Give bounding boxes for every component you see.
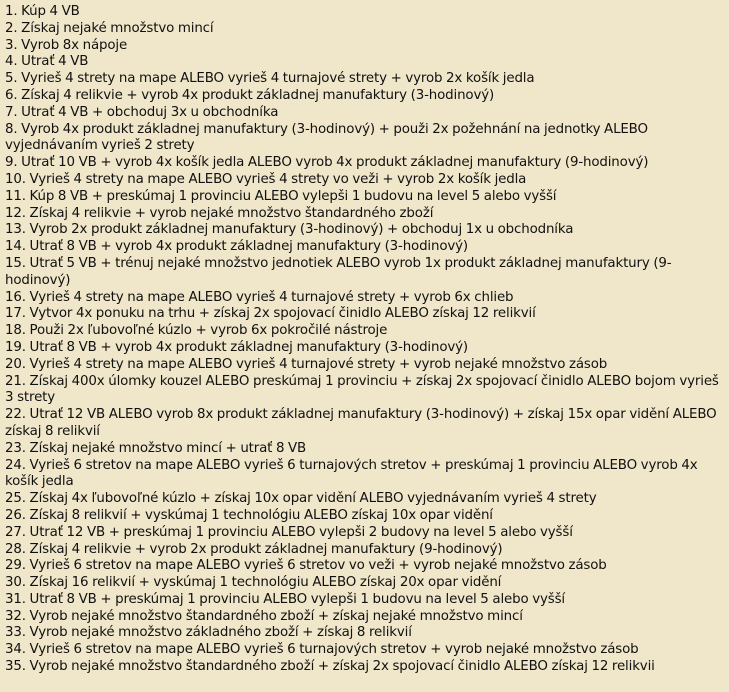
list-item: 11. Kúp 8 VB + preskúmaj 1 provinciu ALEBO vylepši 1 budovu na level 5 alebo vyšší bbox=[5, 188, 557, 204]
list-item: 15. Utrať 5 VB + trénuj nejaké množstvo jednotiek ALEBO vyrob 1x produkt základnej manufaktury (9-hodinový) bbox=[5, 255, 672, 288]
list-item: 25. Získaj 4x ľubovoľné kúzlo + získaj 10x opar vidění ALEBO vyjednávaním vyrieš 4 strety bbox=[5, 491, 597, 507]
list-item: 3. Vyrob 8x nápoje bbox=[5, 37, 128, 53]
list-item: 17. Vytvor 4x ponuku na trhu + získaj 2x spojovací činidlo ALEBO získaj 12 relikvií bbox=[5, 306, 536, 322]
list-item: 27. Utrať 12 VB + preskúmaj 1 provinciu ALEBO vylepši 2 budovy na level 5 alebo vyšší bbox=[5, 524, 573, 540]
list-item: 13. Vyrob 2x produkt základnej manufaktury (3-hodinový) + obchoduj 1x u obchodníka bbox=[5, 222, 574, 238]
list-item: 1. Kúp 4 VB bbox=[5, 4, 80, 19]
list-item: 8. Vyrob 4x produkt základnej manufaktury (3-hodinový) + použi 2x požehnání na jednotky ALEBO vyjednávaním vyrieš 2 strety bbox=[5, 121, 648, 154]
list-item: 34. Vyrieš 6 stretov na mape ALEBO vyrieš 6 turnajových stretov + vyrob nejaké množstvo zásob bbox=[5, 642, 639, 658]
list-item: 32. Vyrob nejaké množstvo štandardného zboží + získaj nejaké množstvo mincí bbox=[5, 608, 523, 624]
list-item: 29. Vyrieš 6 stretov na mape ALEBO vyrieš 6 stretov vo veži + vyrob nejaké množstvo zásob bbox=[5, 558, 607, 574]
list-item: 20. Vyrieš 4 strety na mape ALEBO vyrieš 4 turnajové strety + vyrob nejaké množstvo zásob bbox=[5, 356, 608, 372]
list-item: 18. Použi 2x ľubovoľné kúzlo + vyrob 6x pokročilé nástroje bbox=[5, 323, 388, 339]
list-item: 4. Utrať 4 VB bbox=[5, 54, 89, 70]
list-item: 7. Utrať 4 VB + obchoduj 3x u obchodníka bbox=[5, 104, 279, 120]
list-item: 12. Získaj 4 relikvie + vyrob nejaké množstvo štandardného zboží bbox=[5, 205, 434, 221]
list-item: 26. Získaj 8 relikvií + vyskúmaj 1 technológiu ALEBO získaj 10x opar vidění bbox=[5, 507, 493, 523]
list-item: 16. Vyrieš 4 strety na mape ALEBO vyrieš 4 turnajové strety + vyrob 6x chlieb bbox=[5, 289, 514, 305]
list-item: 5. Vyrieš 4 strety na mape ALEBO vyrieš 4 turnajové strety + vyrob 2x košík jedla bbox=[5, 71, 535, 87]
list-item: 24. Vyrieš 6 stretov na mape ALEBO vyrieš 6 turnajových stretov + preskúmaj 1 provinciu ALEBO vyrob 4x košík jedla bbox=[5, 457, 698, 490]
list-item: 14. Utrať 8 VB + vyrob 4x produkt základnej manufaktury (3-hodinový) bbox=[5, 239, 469, 255]
list-item: 19. Utrať 8 VB + vyrob 4x produkt základnej manufaktury (3-hodinový) bbox=[5, 339, 469, 355]
list-item: 31. Utrať 8 VB + preskúmaj 1 provinciu ALEBO vylepši 1 budovu na level 5 alebo vyšší bbox=[5, 591, 565, 607]
task-list bbox=[5, 4, 725, 676]
list-item: 10. Vyrieš 4 strety na mape ALEBO vyrieš 4 strety vo veži + vyrob 2x košík jedla bbox=[5, 171, 527, 187]
list-item: 22. Utrať 12 VB ALEBO vyrob 8x produkt základnej manufaktury (3-hodinový) + získaj 15x opar vidění ALEBO získaj 8 relikvií bbox=[5, 407, 717, 439]
list-item: 21. Získaj 400x úlomky kouzel ALEBO preskúmaj 1 provinciu + získaj 2x spojovací činidlo ALEBO bojom vyrieš 3 strety bbox=[5, 373, 719, 406]
list-item: 2. Získaj nejaké množstvo mincí bbox=[5, 20, 214, 36]
list-item: 23. Získaj nejaké množstvo mincí + utrať 8 VB bbox=[5, 440, 307, 456]
list-item: 6. Získaj 4 relikvie + vyrob 4x produkt základnej manufaktury (3-hodinový) bbox=[5, 87, 495, 103]
list-item: 33. Vyrob nejaké množstvo základného zboží + získaj 8 relikvií bbox=[5, 625, 412, 641]
list-item: 9. Utrať 10 VB + vyrob 4x košík jedla ALEBO vyrob 4x produkt základnej manufaktury (9-hodinový) bbox=[5, 155, 649, 171]
list-item: 35. Vyrob nejaké množstvo štandardného zboží + získaj 2x spojovací činidlo ALEBO získaj 12 relikvii bbox=[5, 659, 655, 675]
list-item: 30. Získaj 16 relikvií + vyskúmaj 1 technológiu ALEBO získaj 20x opar vidění bbox=[5, 575, 502, 591]
list-item: 28. Získaj 4 relikvie + vyrob 2x produkt základnej manufaktury (9-hodinový) bbox=[5, 541, 503, 557]
